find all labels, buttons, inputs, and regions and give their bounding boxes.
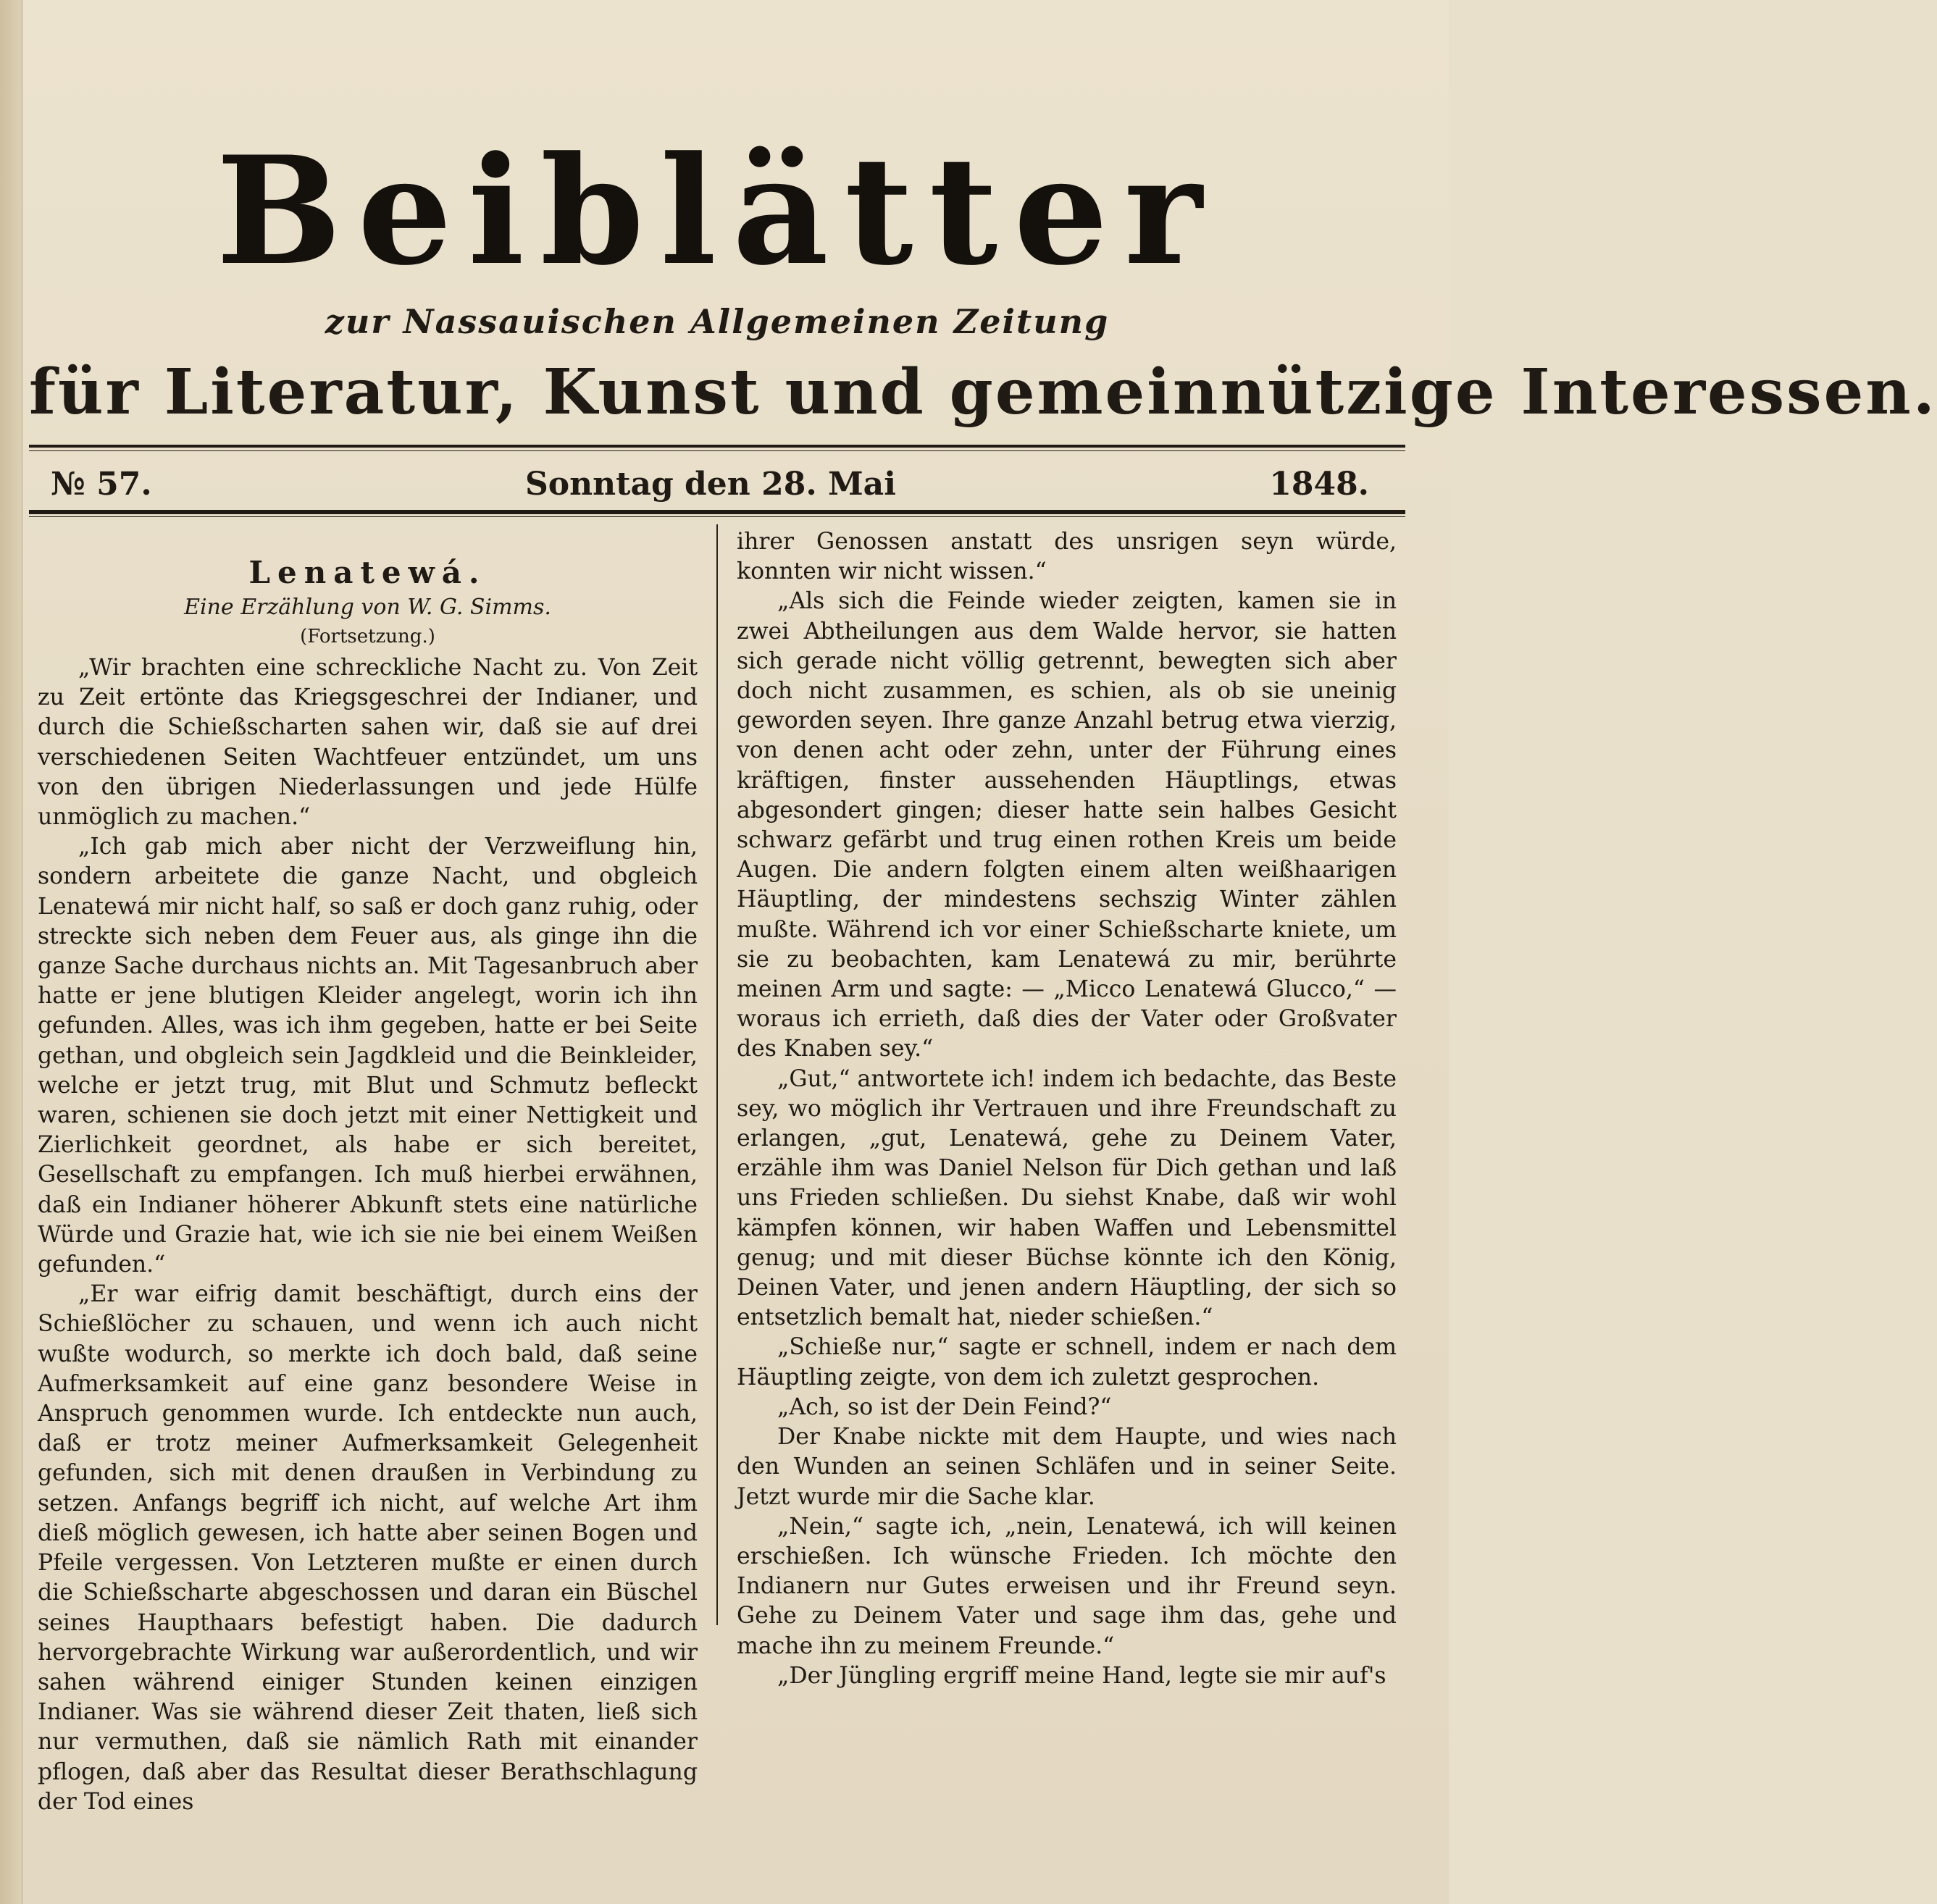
left-column xyxy=(29,521,716,1815)
issue-number: № 57. xyxy=(51,466,152,503)
right-column xyxy=(718,521,1405,1689)
paragraph: Der Knabe nickte mit dem Haupte, und wies nach den Wunden an seinen Schläfen und in seiner Seite. Jetzt wurde mir die Sache klar. xyxy=(737,1424,1397,1510)
paragraph: „Als sich die Feinde wieder zeigten, kamen sie in zwei Abtheilungen aus dem Walde hervor, sie hatten sich gerade nicht völlig getrennt, bewegten sich aber doch nicht zusammen, es schien, als ob sie uneinig geworden seyen. Ihre ganze Anzahl betrug etwa vierzig, von denen acht oder zehn, unter der Führung eines kräftigen, finster aussehenden Häuptlings, etwas abgesondert gingen; dieser hatte sein halbes Gesicht schwarz gefärbt und trug einen rothen Kreis um beide Augen. Die andern folgten einem alten weißhaarigen Häuptling, der mindestens sechszig Winter zählen mußte. Während ich vor einer Schießscharte kniete, um sie zu beobachten, kam Lenatewá zu mir, berührte meinen Arm und sagte: — „Micco Lenatewá Glucco,“ — woraus ich errieth, daß dies der Vater oder Großvater des Knaben sey.“ xyxy=(737,588,1397,1062)
masthead-headline: für Literatur, Kunst und gemeinnützige Interessen. xyxy=(29,356,1937,429)
issue-year: 1848. xyxy=(1269,466,1369,503)
masthead-subtitle: zur Nassauischen Allgemeinen Zeitung xyxy=(325,302,1110,341)
paragraph: „Nein,“ sagte ich, „nein, Lenatewá, ich will keinen erschießen. Ich wünsche Frieden. Ich möchte den Indianern nur Gutes erweisen und ihr Freund seyn. Gehe zu Deinem Vater und sage ihm das, gehe und mache ihn zu meinem Freunde.“ xyxy=(737,1513,1397,1659)
issue-date: Sonntag den 28. Mai xyxy=(525,466,896,503)
paragraph: „Schieße nur,“ sagte er schnell, indem er nach dem Häuptling zeigte, von dem ich zuletzt gesprochen. xyxy=(737,1334,1397,1391)
binding-margin xyxy=(0,0,22,1904)
paragraph: „Ich gab mich aber nicht der Verzweiflung hin, sondern arbeitete die ganze Nacht, und obgleich Lenatewá mir nicht half, so saß er doch ganz ruhig, oder streckte sich neben dem Feuer aus, als ginge ihn die ganze Sache durchaus nichts an. Mit Tagesanbruch aber hatte er jene blutigen Kleider angelegt, worin ich ihn gefunden. Alles, was ich ihm gegeben, hatte er bei Seite gethan, und obgleich sein Jagdkleid und die Beinkleider, welche er jetzt trug, mit Blut und Schmutz befleckt waren, schienen sie doch jetzt mit einer Nettigkeit und Zierlichkeit geordnet, als habe er sich bereitet, Gesellschaft zu empfangen. Ich muß hierbei erwähnen, daß ein Indianer höherer Abkunft stets eine natürliche Würde und Grazie hat, wie ich sie nie bei einem Weißen gefunden.“ xyxy=(38,834,698,1278)
paragraph: „Gut,“ antwortete ich! indem ich bedachte, das Beste sey, wo möglich ihr Vertrauen und ihre Freundschaft zu erlangen, „gut, Lenatewá, gehe zu Deinem Vater, erzähle ihm was Daniel Nelson für Dich gethan und laß uns Frieden schließen. Du siehst Knabe, daß wir wohl kämpfen können, wir haben Waffen und Lebensmittel genug; und mit dieser Büchse könnte ich den König, Deinen Vater, und jenen andern Häuptling, der sich so entsetzlich bemalt hat, nieder schießen.“ xyxy=(737,1065,1397,1331)
masthead-rule xyxy=(29,445,1405,451)
article-columns xyxy=(29,521,1405,1815)
article-title: Lenatewá. xyxy=(248,555,487,590)
masthead xyxy=(29,0,1937,429)
issue-line xyxy=(29,451,1405,510)
article-continuation: (Fortsetzung.) xyxy=(300,626,435,647)
paragraph: „Wir brachten eine schreckliche Nacht zu. Von Zeit zu Zeit ertönte das Kriegsgeschrei der Indianer, und durch die Schießscharten sahen wir, daß sie auf drei verschiedenen Seiten Wachtfeuer entzündet, um uns von den übrigen Niederlassungen und jede Hülfe unmöglich zu machen.“ xyxy=(38,655,698,831)
paragraph: „Er war eifrig damit beschäftigt, durch eins der Schießlöcher zu schauen, und wenn ich auch nicht wußte wodurch, so merkte ich doch bald, daß seine Aufmerksamkeit auf eine ganz besondere Weise in Anspruch genommen wurde. Ich entdeckte nun auch, daß er trotz meiner Aufmerksamkeit Gelegenheit gefunden, sich mit denen draußen in Verbindung zu setzen. Anfangs begriff ich nicht, auf welche Art ihm dieß möglich gewesen, ich hatte aber seinen Bogen und Pfeile vergessen. Von Letzteren mußte er einen durch die Schießscharte abgeschossen und daran ein Büschel seines Haupthaars befestigt haben. Die dadurch hervorgebrachte Wirkung war außerordentlich, und wir sahen während einiger Stunden keinen einzigen Indianer. Was sie während dieser Zeit thaten, ließ sich nur vermuthen, daß sie nämlich Rath mit einander pflogen, daß aber das Resultat dieser Berathschlagung der Tod eines xyxy=(38,1281,698,1815)
paragraph: ihrer Genossen anstatt des unsrigen seyn würde, konnten wir nicht wissen.“ xyxy=(737,529,1397,585)
masthead-title: Beiblätter xyxy=(216,125,1218,298)
paragraph: „Ach, so ist der Dein Feind?“ xyxy=(777,1393,1112,1420)
article-byline: Eine Erzählung von W. G. Simms. xyxy=(184,595,551,620)
paragraph: „Der Jüngling ergriff meine Hand, legte sie mir auf's xyxy=(777,1662,1386,1689)
issue-rule xyxy=(29,510,1405,517)
